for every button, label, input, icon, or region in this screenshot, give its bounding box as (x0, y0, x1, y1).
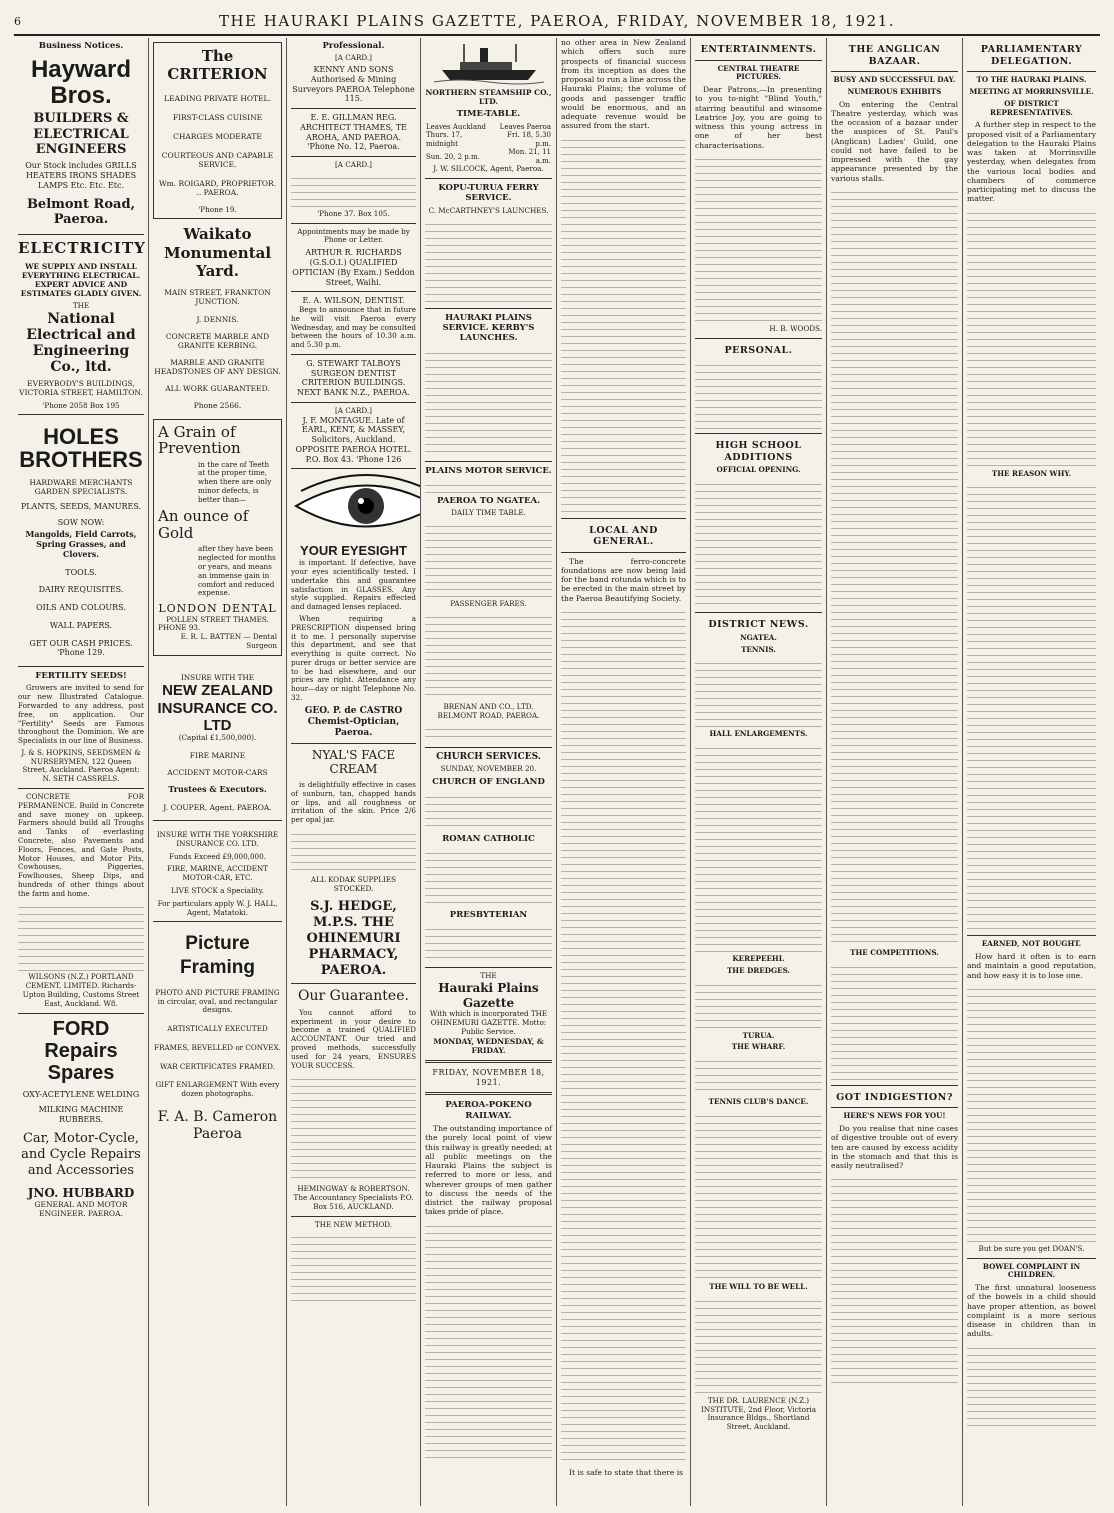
nz-insurance-name: NEW ZEALAND INSURANCE CO. LTD (157, 682, 278, 734)
indigestion-subheading: HERE'S NEWS FOR YOU! (843, 1111, 946, 1121)
list-item: DAIRY REQUISITES. (38, 585, 124, 595)
bowel-heading: BOWEL COMPLAINT IN CHILDREN. (982, 1261, 1081, 1280)
exhibits-subheading: NUMEROUS EXHIBITS (847, 86, 942, 96)
yorkshire-line: For particulars apply W. J. HALL, Agent, Matatoki. (157, 898, 278, 917)
cameron-town: Paeroa (193, 1126, 242, 1143)
official-opening: OFFICIAL OPENING. (716, 465, 801, 475)
ford-line: OXY-ACETYLENE WELDING (22, 1089, 140, 1099)
nz-capital: (Capital £1,500,000). (178, 733, 257, 743)
masthead (14, 8, 1100, 36)
fares-heading: PASSENGER FARES. (450, 599, 527, 609)
list-item: PLANTS, SEEDS, MANURES. (20, 501, 142, 511)
bazaar-text: On entering the Central Theatre yesterday, which was the occasion of a bazaar under the auspices of St. Paul's (Anglican) Ladies' Guild, one could not have failed to be impressed with the gay appearance presented by the various stalls. (831, 99, 958, 183)
gazette-name: Hauraki Plains Gazette (438, 981, 539, 1010)
framing-line: FRAMES, BEVELLED or CONVEX. (154, 1042, 281, 1052)
nz-line: Trustees & Executors. (168, 784, 267, 795)
plains-motor-heading: PLAINS MOTOR SERVICE. (425, 465, 552, 476)
list-item: TOOLS. (65, 567, 97, 577)
gazette-date: FRIDAY, NOVEMBER 18, 1921. (432, 1067, 545, 1087)
criterion-ad (153, 42, 282, 219)
ounce-heading: An ounce of Gold (158, 507, 249, 542)
gazette-days: MONDAY, WEDNESDAY, & FRIDAY. (433, 1036, 544, 1055)
car-repairs-heading: Car, Motor-Cycle, and Cycle Repairs and Accessories (21, 1130, 141, 1179)
northern-steamship-name: NORTHERN STEAMSHIP CO., LTD. (425, 88, 552, 107)
ounce-text: after they have been neglected for months or years, and means an immense gain in comfort and reduced expense. (198, 544, 276, 598)
holes-brothers-name: HOLES BROTHERS (19, 424, 143, 473)
yorkshire-line: FIRE, MARINE, ACCIDENT MOTOR-CAR, ETC. (166, 864, 269, 883)
column-5 (557, 38, 690, 1506)
criterion-proprietor: Wm. ROIGARD, PROPRIETOR. .. PAEROA. (158, 179, 277, 198)
richards-intro: Appointments may be made by Phone or Letter. (297, 226, 410, 245)
kerepeehi-heading: KEREPEEHI. (732, 954, 785, 964)
table-row: Leaves Auckland Leaves Paeroa (426, 122, 551, 131)
bowel-text: The first unnatural looseness of the bowels in a child should have proper attention, as bowel complaint is a more serious disease in children than in adults. (967, 1283, 1096, 1339)
criterion-the: The (201, 47, 234, 65)
local-general-text: The ferro-concrete foundations are now being laid for the band rotunda which is to be erected in the main street by the Paeroa Beautifying Society. (561, 556, 686, 603)
paeroa-ngatea-heading: PAEROA TO NGATEA. (436, 496, 541, 507)
doans-line: But be sure you get DOAN'S. (978, 1243, 1085, 1253)
london-dentist: E. R. L. BATTEN — Dental Surgeon (180, 632, 277, 650)
electricity-heading: ELECTRICITY (18, 239, 146, 258)
waikato-line: ALL WORK GUARANTEED. (165, 384, 270, 394)
waikato-line: CONCRETE MARBLE AND GRANITE KERBING. (165, 331, 270, 350)
tennis-dance-heading: TENNIS CLUB'S DANCE. (708, 1097, 809, 1107)
steamship-illustration (434, 40, 544, 86)
criterion-line: LEADING PRIVATE HOTEL. (164, 93, 271, 103)
list-item: GET OUR CASH PRICES. 'Phone 129. (29, 638, 133, 658)
column-3 (287, 38, 420, 1506)
section-label: Business Notices. (38, 41, 124, 51)
presbyterian: PRESBYTERIAN (449, 909, 528, 920)
column-7 (827, 38, 962, 1506)
gillman-architect: E. E. GILLMAN REG. ARCHITECT THAMES, TE AROHA, AND PAEROA. 'Phone No. 12, Paeroa. (300, 113, 407, 152)
criterion-name: CRITERION (167, 65, 268, 84)
hayward-address: Belmont Road, Paeroa. (26, 196, 136, 228)
delegation-sub: TO THE HAURAKI PLAINS. (976, 75, 1087, 85)
anglican-bazaar-heading: THE ANGLICAN BAZAAR. (848, 44, 941, 67)
kenny-and-sons: KENNY AND SONS Authorised & Mining Surveyors PAEROA Telephone 115. (292, 65, 415, 104)
holes-list (18, 502, 144, 658)
national-address: EVERYBODY'S BUILDINGS, VICTORIA STREET, HAMILTON. (19, 379, 143, 398)
wilson-dentist: E. A. WILSON, DENTIST. (302, 296, 405, 306)
gazette-subtitle: With which is incorporated THE OHINEMURI GAZETTE. Motto: Public Service. (429, 1009, 548, 1036)
london-address: POLLEN STREET THAMES. (166, 614, 269, 624)
kodak-line: ALL KODAK SUPPLIES STOCKED. (310, 874, 397, 893)
turua-heading: TURUA. (742, 1030, 775, 1040)
hayward-trade: BUILDERS & ELECTRICAL ENGINEERS (33, 110, 129, 158)
talboys-dentist: G. STEWART TALBOYS SURGEON DENTIST CRITERION BUILDINGS. NEXT BANK N.Z., PAEROA. (297, 358, 410, 398)
national-phone: 'Phone 2058 Box 195 (42, 400, 120, 410)
card-label: [A CARD.] (335, 405, 372, 415)
column-2 (149, 38, 286, 1506)
timetable-heading: TIME-TABLE. (456, 109, 521, 120)
high-school-heading: HIGH SCHOOL ADDITIONS (715, 440, 802, 463)
criterion-phone: 'Phone 19. (198, 204, 237, 214)
grain-heading: A Grain of Prevention (158, 422, 241, 458)
nz-line: FIRE MARINE (189, 750, 246, 760)
concrete-text: CONCRETE FOR PERMANENCE. Build in Concrete and save money on upkeep. Farmers should build all Troughs and Tanks of everlasting Concrete, also Pavements and Floors, Fences, and Gate Posts, Motor Houses, and Motor Pits, Cowhouses, Piggeries, Fowlhouses, Sheep Dips, and hundreds of other things about the farm and home. (18, 792, 144, 898)
tennis-heading: TENNIS. (741, 644, 776, 654)
entertainments-heading: ENTERTAINMENTS. (700, 44, 817, 55)
competitions-heading: THE COMPETITIONS. (850, 947, 939, 957)
list-item: WALL PAPERS. (49, 620, 113, 630)
prescription-text: When requiring a PRESCRIPTION dispensed bring it to me. I personally supervise this department, and see that everything is quite correct. No purer drugs or better service are to be had elsewhere, and our prices are right. Attendance any hour—day or night Telephone No. 32. (291, 614, 416, 703)
yorkshire-heading: INSURE WITH THE YORKSHIRE INSURANCE CO. LTD. (156, 830, 279, 848)
electricity-text: WE SUPPLY AND INSTALL EVERYTHING ELECTRICAL. EXPERT ADVICE AND ESTIMATES GLADLY GIVEN. (20, 261, 142, 298)
richards-optician: ARTHUR R. RICHARDS (G.S.O.I.) QUALIFIED OPTICIAN (By Exam.) Seddon Street, Waihi. (292, 248, 415, 287)
delegation-sub: OF DISTRICT REPRESENTATIVES. (990, 98, 1073, 117)
local-bottom-text: It is safe to state that there is (569, 1467, 684, 1477)
ford-line: MILKING MACHINE RUBBERS. (38, 1105, 124, 1125)
laurence-institute: THE DR. LAURENCE (N.Z.) INSTITUTE, 2nd Floor, Victoria Insurance Bldgs., Shortland Street, Auckland. (700, 1395, 816, 1432)
list-item: Mangolds, Field Carrots, Spring Grasses, and Clovers. (25, 529, 137, 559)
earned-heading: EARNED, NOT BOUGHT. (981, 939, 1082, 949)
nz-line: ACCIDENT MOTOR-CARS (167, 768, 268, 778)
wilson-text: Begs to announce that in future he will visit Paeroa every Wednesday, and may be consulted between the hours of 10.30 a.m. and 5.30 p.m. (291, 305, 416, 350)
church-england: CHURCH OF ENGLAND (432, 777, 545, 788)
delegation-text: A further step in respect to the proposed visit of a Parliamentary delegation to the Hauraki Plains was taken at Morrinsville yesterday, when delegates from the various local bodies and chambers of commerce participating met to discuss the matter. (967, 120, 1096, 204)
column-6 (691, 38, 826, 1506)
card-label: [A CARD.] (335, 160, 372, 170)
waikato-heading: Waikato Monumental Yard. (163, 225, 272, 280)
gazette-the: THE (480, 971, 497, 981)
page-marker: 6 (14, 14, 21, 28)
column-4 (421, 38, 556, 1506)
hayward-name: Hayward Bros. (30, 56, 132, 109)
card-label: [A CARD.] (335, 53, 372, 63)
hopkins-address: J. & S. HOPKINS, SEEDSMEN & NURSERYMEN, 122 Queen Street, Auckland. Paeroa Agent: N. SETH CASSRELS. (21, 747, 141, 784)
criterion-line: CHARGES MODERATE (173, 131, 262, 141)
eyesight-text: is important. If defective, have your eyes scientifically tested. I undertake this and guarantee satisfaction in GLASSES. Any style supplied. Repairs effected and damaged lenses replaced. (291, 558, 416, 612)
personal-heading: PERSONAL. (724, 344, 793, 356)
nz-line: J. COUPER, Agent, PAEROA. (163, 802, 272, 812)
reason-heading: THE REASON WHY. (991, 468, 1072, 478)
railway-continuation: no other area in New Zealand which offers such sure prospects of financial success from its inception as does the proposal to run a line across the Hauraki Plains; the volume of goods and passenger traffic would be enormous, and an adequate revenue would be assured from the start. (561, 38, 686, 131)
silcock-agent: J. W. SILCOCK, Agent, Paeroa. (433, 164, 544, 174)
picture-framing-heading: Picture Framing (180, 933, 255, 978)
waikato-line: MARBLE AND GRANITE HEADSTONES OF ANY DESIGN. (154, 357, 281, 377)
earned-text: How hard it often is to earn and maintain a good reputation, and how easy it is to lose one. (967, 952, 1096, 980)
montague-solicitor: J. F. MONTAGUE. Late of EARL, KENT, & MASSEY, Solicitors, Auckland. OPPOSITE PAEROA HOTEL. P.O. Box 43. 'Phone 126 (295, 415, 412, 464)
ngatea-heading: NGATEA. (740, 632, 777, 642)
hubbard-trade: GENERAL AND MOTOR ENGINEER. PAEROA. (34, 1200, 128, 1219)
new-method-heading: THE NEW METHOD. (314, 1219, 393, 1229)
indigestion-text: Do you realise that nine cases of digestive trouble out of every ten are caused by excess acidity in the stomach and that this is easily neutralised? (831, 1124, 958, 1171)
framing-line: PHOTO AND PICTURE FRAMING in circular, oval, and rectangular designs. (155, 987, 280, 1015)
castro-chemist: GEO. P. de CASTRO Chemist-Optician, Paeroa. (304, 705, 403, 738)
kerby-heading: HAURAKI PLAINS SERVICE. KERBY'S LAUNCHES. (442, 312, 535, 344)
bazaar-subheading: BUSY AND SUCCESSFUL DAY. (833, 75, 956, 85)
church-date: SUNDAY, NOVEMBER 20. (440, 764, 537, 774)
newspaper-title: THE HAURAKI PLAINS GAZETTE, PAEROA, FRIDAY, NOVEMBER 18, 1921. (218, 12, 896, 30)
kopu-ferry-heading: KOPU-TURUA FERRY SERVICE. (438, 183, 539, 204)
editorial-text: The outstanding importance of the purely local point of view this railway is greatly needed; at all public meetings on the Hauraki Plains the subject is referred to more or less, and wherever groups of men gather to discuss the needs of the district the railway proposal takes pride of place. (425, 1124, 552, 1217)
entertainments-text: Dear Patrons,—In presenting to you to-night "Blind Youth," starring beautiful and winsome Leatrice Joy, you are going to witness this young actress in one of her best characterisations. (695, 85, 822, 150)
the-label: THE (72, 301, 90, 311)
guarantee-text: You cannot afford to experiment in your desire to become a trained QUALIFIED ACCOUNTANT. Our tried and proved methods, successfully used for 24 years, ENSURES YOUR SUCCESS. (291, 1007, 416, 1070)
section-label: Professional. (322, 41, 385, 51)
framing-line: WAR CERTIFICATES FRAMED. (160, 1061, 275, 1071)
national-electrical-name: National Electrical and Engineering Co., ltd. (26, 310, 136, 376)
framing-line: GIFT ENLARGEMENT With every dozen photographs. (155, 1080, 280, 1099)
church-services-heading: CHURCH SERVICES. (436, 751, 541, 762)
eyesight-heading: YOUR EYESIGHT (300, 543, 407, 559)
wharf-heading: THE WHARF. (731, 1042, 786, 1052)
timetable (425, 123, 552, 166)
list-item: SOW NOW: (57, 517, 105, 527)
nyals-heading: NYAL'S FACE CREAM (311, 747, 396, 777)
dredges-heading: THE DREDGES. (726, 965, 791, 975)
central-theatre-heading: CENTRAL THEATRE PICTURES. (717, 63, 800, 82)
will-to-be-well-heading: THE WILL TO BE WELL. (709, 1282, 808, 1292)
mccartney-launches: C. McCARTHNEY'S LAUNCHES. (428, 205, 549, 215)
fertility-text: Growers are invited to send for our new Illustrated Catalogue. Forwarded to any address, post free, on application. Our "Fertility" Seeds are Famous throughout the Dominion. We are Specialists in our line of Business. (18, 683, 144, 746)
hedge-pharmacy: S.J. HEDGE, M.P.S. THE OHINEMURI PHARMACY, PAEROA. (306, 899, 401, 978)
column-8 (963, 38, 1100, 1506)
nyals-text: is delightfully effective in cases of sunburn, tan, chapped hands or lips, and all roughness or irritation of the skin. Price 2/6 per opal jar. (291, 779, 416, 825)
entertainments-signature: H. B. WOODS. (769, 323, 822, 333)
criterion-line: COURTEOUS AND CAPABLE SERVICE. (161, 151, 274, 170)
london-dental-ad (153, 419, 282, 656)
waikato-line: Phone 2566. (193, 401, 242, 411)
district-news-heading: DISTRICT NEWS. (708, 619, 809, 631)
criterion-line: FIRST-CLASS CUISINE (172, 112, 263, 122)
eye-illustration (291, 473, 420, 539)
brenan-co: BRENAN AND CO., LTD. BELMONT ROAD, PAEROA. (437, 701, 540, 720)
london-phone: PHONE 93. (158, 623, 201, 633)
delegation-sub: MEETING AT MORRINSVILLE. (969, 86, 1094, 96)
yorkshire-line: Funds Exceed £9,000,000. (169, 851, 266, 861)
guarantee-heading: Our Guarantee. (298, 987, 409, 1004)
grain-text: in the care of Teeth at the proper time, when there are only minor defects, is better than— (198, 459, 272, 504)
holes-trade: HARDWARE MERCHANTS GARDEN SPECIALISTS. (29, 477, 133, 496)
insure-with: INSURE WITH THE (181, 672, 254, 682)
card-phone: 'Phone 37. Box 105. (317, 208, 390, 218)
local-general-heading: LOCAL AND GENERAL. (589, 524, 658, 548)
waikato-line: MAIN STREET, FRANKTON JUNCTION. (164, 288, 271, 307)
table-row: Thurs. 17, midnight Fri. 18, 5.30 p.m. (426, 131, 551, 148)
indigestion-heading: GOT INDIGESTION? (836, 1091, 953, 1103)
daily-timetable: DAILY TIME TABLE. (451, 508, 526, 518)
fertility-heading: FERTILITY SEEDS! (35, 671, 127, 682)
delegation-heading: PARLIAMENTARY DELEGATION. (980, 44, 1083, 67)
hemingway-robertson: HEMINGWAY & ROBERTSON. The Accountancy Specialists P.O. Box 516, AUCKLAND. (293, 1184, 414, 1211)
waikato-line: J. DENNIS. (196, 314, 239, 324)
roman-catholic: ROMAN CATHOLIC (442, 833, 535, 844)
editorial-heading: PAEROA-POKENO RAILWAY. (445, 1100, 532, 1121)
hayward-stock: Our Stock includes GRILLS HEATERS IRONS SHADES LAMPS Etc. Etc. Etc. (25, 161, 137, 190)
table-row: Sun. 20, 2 p.m. Mon. 21, 11 a.m. (426, 148, 551, 165)
hubbard-name: JNO. HUBBARD (27, 1185, 135, 1200)
list-item: OILS AND COLOURS. (36, 603, 126, 613)
wilsons-cement: WILSONS (N.Z.) PORTLAND CEMENT, LIMITED. Richards-Upton Building, Customs Street East, Auckland. W8. (22, 972, 140, 1008)
column-1 (14, 38, 148, 1506)
london-dental-name: LONDON DENTAL (158, 602, 277, 616)
cameron-name: F. A. B. Cameron (157, 1108, 278, 1125)
framing-line: ARTISTICALLY EXECUTED (167, 1024, 268, 1034)
hall-heading: HALL ENLARGEMENTS. (709, 729, 808, 739)
yorkshire-line: LIVE STOCK a Speciality. (171, 886, 264, 896)
ford-heading: FORD Repairs Spares (44, 1017, 118, 1084)
